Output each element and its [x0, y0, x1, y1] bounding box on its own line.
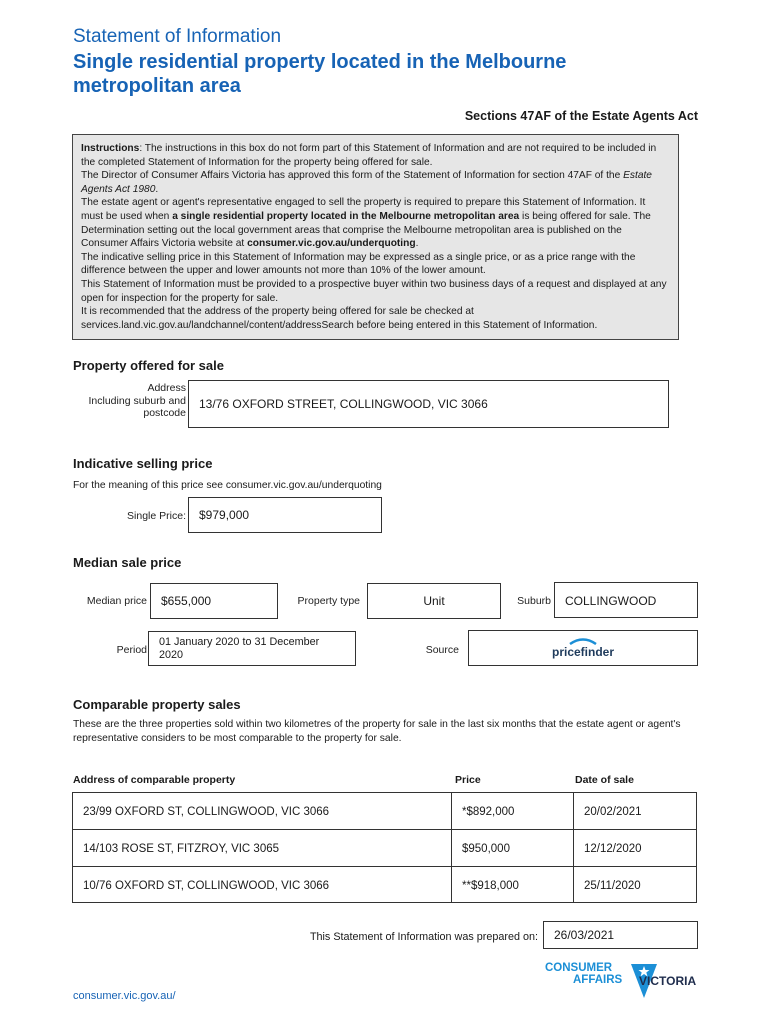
instructions-paragraph-6: It is recommended that the address of the property being offered for sale be checked at services.land.vic.gov.au/landchannel/content/addressSearch before being entered in this Statement of Information.: [81, 306, 598, 331]
instructions-box: [72, 134, 679, 340]
comparable-price: *$892,000: [462, 805, 515, 818]
property-type-field[interactable]: Unit: [367, 583, 501, 619]
col-header-address: Address of comparable property: [73, 774, 236, 786]
instructions-paragraph-3: The estate agent or agent's representative engaged to sell the property is required to prepare this Statement of Information. It must be used when a single residential property located in the Melbourne metropolitan area is being offered for sale. The Determination setting out the local government areas that comprise the Melbourne metropolitan area is published on the Consumer Affairs Victoria website at consumer.vic.gov.au/underquoting.: [81, 197, 651, 250]
instructions-paragraph-2: The Director of Consumer Affairs Victoria has approved this form of the Statement of Information for section 47AF of the Estate Agents Act 1980.: [81, 170, 652, 195]
comparable-heading: Comparable property sales: [73, 697, 241, 712]
suburb-field[interactable]: COLLINGWOOD: [554, 582, 698, 618]
document-title: Single residential property located in the Melbourne metropolitan area: [73, 51, 567, 97]
instructions-paragraph-5: This Statement of Information must be provided to a prospective buyer within two business days of a request and displayed at any open for inspection for the property for sale.: [81, 278, 667, 304]
property-heading: Property offered for sale: [73, 358, 224, 373]
comparable-address: 14/103 ROSE ST, FITZROY, VIC 3065: [83, 842, 280, 855]
comparable-table: [72, 792, 697, 903]
instructions-lead: Instructions: [81, 143, 140, 154]
comparable-address: 23/99 OXFORD ST, COLLINGWOOD, VIC 3066: [83, 805, 330, 818]
document-subtitle: Statement of Information: [73, 26, 282, 47]
median-price-label: Median price: [86, 595, 147, 607]
instructions-paragraph-1: Instructions: The instructions in this box do not form part of this Statement of Information and are not required to be included in the completed Statement of Information for the property being offered for sale.: [81, 143, 657, 168]
col-header-price: Price: [455, 774, 481, 786]
comparable-price: $950,000: [462, 842, 510, 855]
comparable-description: These are the three properties sold within two kilometres of the property for sale in the last six months that the estate agent or agent's representative considers to be most comparable to the property for sale.: [73, 719, 681, 744]
pricefinder-logo: pricefinder: [552, 637, 614, 659]
footer-url[interactable]: consumer.vic.gov.au/: [73, 990, 176, 1002]
period-label: Period: [116, 644, 147, 656]
median-price-field[interactable]: $655,000: [150, 583, 278, 619]
source-label: Source: [425, 644, 459, 656]
col-header-date: Date of sale: [575, 774, 634, 786]
indicative-price-note: For the meaning of this price see consumer.vic.gov.au/underquoting: [73, 480, 382, 491]
period-field[interactable]: 01 January 2020 to 31 December 2020: [148, 631, 356, 666]
pricefinder-swoosh-icon: [568, 637, 598, 645]
indicative-price-heading: Indicative selling price: [73, 456, 213, 471]
address-label: Address Including suburb and postcode: [88, 382, 186, 419]
consumer-affairs-victoria-logo: CONSUMER AFFAIRS VICTORIA: [545, 960, 705, 1000]
comparable-date: 25/11/2020: [584, 879, 641, 892]
single-price-field[interactable]: $979,000: [188, 497, 382, 533]
comparable-address: 10/76 OXFORD ST, COLLINGWOOD, VIC 3066: [83, 879, 330, 892]
property-address-field[interactable]: 13/76 OXFORD STREET, COLLINGWOOD, VIC 3066: [188, 380, 669, 428]
source-field: [468, 630, 698, 666]
comparable-date: 12/12/2020: [584, 842, 642, 855]
sections-reference: Sections 47AF of the Estate Agents Act: [464, 109, 698, 123]
table-row: [73, 867, 696, 904]
underquoting-link[interactable]: consumer.vic.gov.au/underquoting: [247, 238, 416, 250]
property-type-label: Property type: [297, 595, 360, 607]
instructions-paragraph-4: The indicative selling price in this Statement of Information may be expressed as a single price, or as a price range with the difference between the upper and lower amounts not more than 10% of the lower amount.: [81, 251, 636, 277]
suburb-label: Suburb: [517, 595, 551, 607]
prepared-on-label: This Statement of Information was prepared on:: [309, 931, 538, 943]
median-price-heading: Median sale price: [73, 555, 182, 570]
prepared-date-field[interactable]: 26/03/2021: [543, 921, 698, 949]
table-row: [73, 793, 696, 830]
single-price-label: Single Price:: [127, 510, 186, 522]
table-row: [73, 830, 696, 867]
comparable-price: **$918,000: [462, 879, 519, 892]
comparable-date: 20/02/2021: [584, 805, 642, 818]
